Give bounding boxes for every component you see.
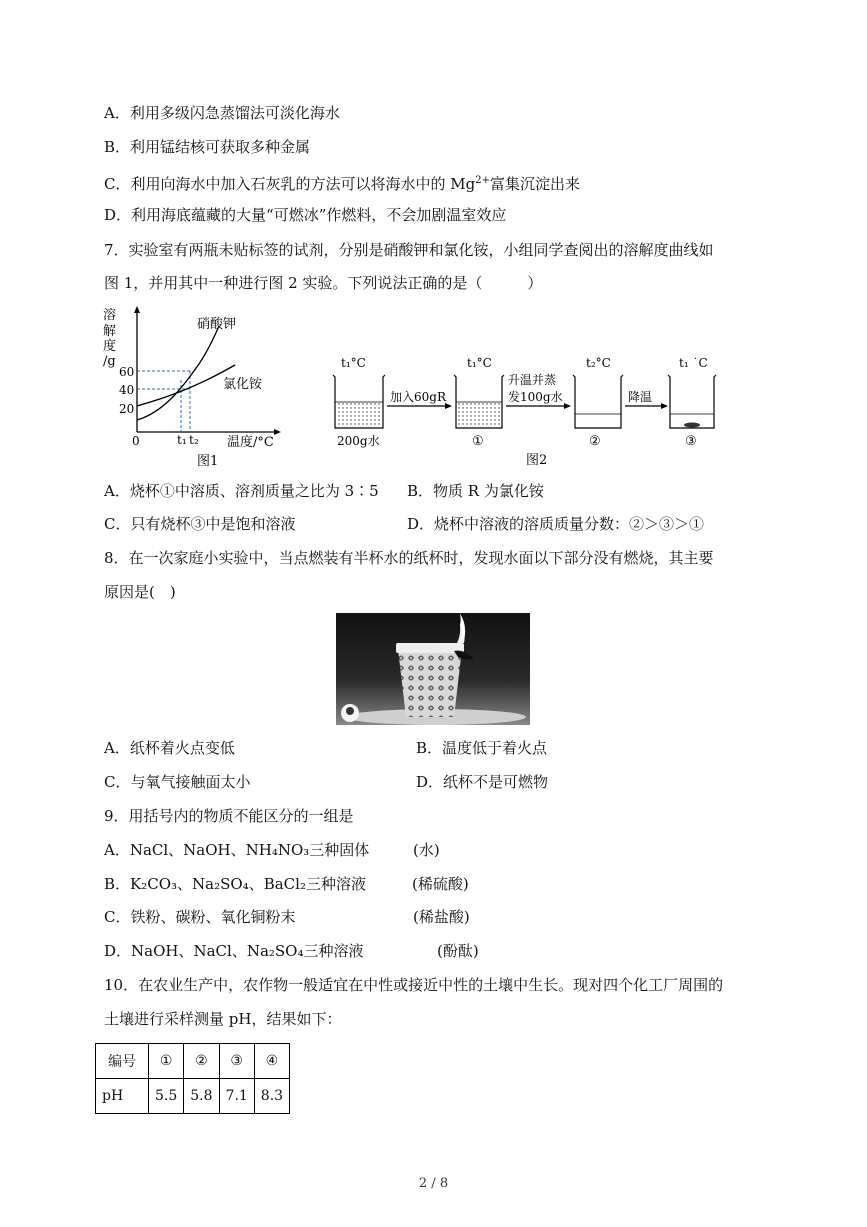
- fig1-xtick-t1: t₁: [177, 433, 187, 447]
- burning-paper-cup-illustration: [336, 613, 530, 725]
- fig1-ytick-20: 20: [119, 402, 135, 416]
- fig1-caption: 图1: [197, 454, 219, 469]
- q7-option-d: D．烧杯中溶液的溶质质量分数：②＞③＞①: [407, 515, 705, 533]
- q9-option-c-reagent: (稀盐酸): [413, 908, 470, 926]
- fig2-b2-temp: t₂°C: [586, 356, 611, 370]
- q8-stem-line2: 原因是( ): [104, 583, 176, 601]
- ph-table-header-cell: ④: [254, 1044, 289, 1079]
- fig1-origin: 0: [132, 434, 140, 448]
- fig2-beaker-0-liquid: [336, 402, 382, 427]
- figure-1-solubility-chart: [95, 302, 295, 472]
- fig2-beaker-3: [668, 375, 716, 428]
- fig2-arrow-2-line2: 发100g水: [508, 390, 563, 404]
- q8-option-d: D．纸杯不是可燃物: [416, 773, 549, 791]
- ph-table-cell: 7.1: [219, 1079, 254, 1114]
- fig1-ytick-40: 40: [119, 383, 135, 397]
- fig2-arrow-2-head: [564, 403, 571, 409]
- fig1-label-kno3: 硝酸钾: [197, 317, 237, 332]
- q6-option-c-post: 富集沉淀出来: [489, 175, 580, 193]
- fig1-xlabel: 温度/°C: [227, 435, 274, 450]
- fig1-xtick-t2: t₂: [189, 433, 199, 447]
- ph-table-header-cell: ③: [219, 1044, 254, 1079]
- q8-option-c: C．与氧气接触面太小: [104, 773, 251, 791]
- fig1-ylabel-4: /g: [103, 354, 116, 369]
- q8-stem-line1: 8．在一次家庭小实验中，当点燃装有半杯水的纸杯时，发现水面以下部分没有燃烧，其主要: [104, 549, 714, 567]
- fig1-label-nh4cl: 氯化铵: [223, 377, 263, 392]
- q10-stem-line1: 10．在农业生产中，农作物一般适宜在中性或接近中性的土壤中生长。现对四个化工厂周围的: [104, 976, 724, 994]
- ph-table-cell: 8.3: [254, 1079, 289, 1114]
- fig2-beaker-1-liquid: [457, 402, 501, 427]
- ph-table-header-cell: 编号: [96, 1044, 149, 1079]
- fig2-b1-label: ①: [472, 434, 484, 449]
- fig2-b3-label: ③: [685, 434, 697, 449]
- fig2-b0-temp: t₁°C: [341, 356, 366, 370]
- fig2-arrow-2-line1: 升温并蒸: [508, 373, 557, 387]
- q7-option-c: C．只有烧杯③中是饱和溶液: [104, 515, 296, 533]
- q7-stem-line2: 图 1，并用其中一种进行图 2 实验。下列说法正确的是（ ）: [104, 274, 543, 292]
- fig1-curve-kno3: [137, 326, 219, 420]
- q6-option-d: D．利用海底蕴藏的大量“可燃冰”作燃料，不会加剧温室效应: [104, 206, 507, 224]
- q9-option-b: B．K₂CO₃、Na₂SO₄、BaCl₂三种溶液: [104, 875, 366, 893]
- fig2-arrow-3-head: [661, 403, 668, 409]
- fig2-b2-label: ②: [589, 434, 601, 449]
- fig1-ylabel-1: 溶: [103, 308, 117, 323]
- fig2-b0-label: 200g水: [337, 434, 380, 448]
- q6-option-c-pre: C．利用向海水中加入石灰乳的方法可以将海水中的 Mg: [104, 175, 476, 193]
- ph-table-cell: pH: [96, 1079, 149, 1114]
- fig1-x-arrow: [274, 429, 281, 435]
- fig1-ytick-60: 60: [119, 365, 135, 379]
- ph-table-header-cell: ①: [149, 1044, 184, 1079]
- page-number: 2 / 8: [418, 1176, 449, 1191]
- q8-option-a: A．纸杯着火点变低: [104, 739, 235, 757]
- ph-table-header-cell: ②: [184, 1044, 219, 1079]
- ph-table-header-row: [96, 1044, 290, 1079]
- q9-option-b-reagent: (稀硫酸): [412, 875, 469, 893]
- fig2-arrow-1-head: [445, 403, 452, 409]
- fig1-ylabel-3: 度: [103, 339, 117, 354]
- fig2-arrow-3-label: 降温: [628, 390, 653, 404]
- fig1-ylabel-2: 解: [103, 324, 117, 339]
- q9-option-a-reagent: (水): [413, 841, 440, 859]
- ph-table-row: [96, 1079, 290, 1114]
- q6-option-a: A．利用多级闪急蒸馏法可淡化海水: [104, 104, 340, 122]
- q7-stem-line1: 7．实验室有两瓶未贴标签的试剂，分别是硝酸钾和氯化铵，小组同学查阅出的溶解度曲线如: [104, 241, 714, 259]
- q6-option-b: B．利用锰结核可获取多种金属: [104, 138, 311, 156]
- ph-table-cell: 5.8: [184, 1079, 219, 1114]
- figure-2-experiment: [325, 350, 725, 472]
- q7-option-b: B．物质 R 为氯化铵: [407, 482, 544, 500]
- fig2-b1-temp: t₁°C: [467, 356, 492, 370]
- fig2-caption: 图2: [526, 453, 548, 468]
- q6-option-c-sup: 2+: [475, 175, 490, 186]
- q9-option-d-reagent: (酚酞): [437, 942, 479, 960]
- fig1-y-arrow: [134, 306, 140, 313]
- ph-table-cell: 5.5: [149, 1079, 184, 1114]
- q9-option-c: C．铁粉、碳粉、氧化铜粉末: [104, 908, 296, 926]
- fig2-b3-temp: t₁ ˙C: [679, 356, 708, 370]
- burning-paper-cup-photo: [336, 613, 530, 725]
- q8-option-b: B．温度低于着火点: [416, 739, 548, 757]
- q9-option-d: D．NaOH、NaCl、Na₂SO₄三种溶液: [104, 942, 364, 960]
- fig2-beaker-2: [573, 375, 623, 428]
- q10-stem-line2: 土壤进行采样测量 pH，结果如下：: [104, 1010, 342, 1028]
- fig2-beaker-3-crystals: [684, 423, 700, 428]
- q7-option-a: A．烧杯①中溶质、溶剂质量之比为 3∶5: [104, 482, 379, 500]
- ph-table: [95, 1043, 290, 1114]
- q9-option-a: A．NaCl、NaOH、NH₄NO₃三种固体: [104, 841, 370, 859]
- fig1-curve-nh4cl: [137, 365, 235, 406]
- q9-stem: 9．用括号内的物质不能区分的一组是: [104, 807, 354, 825]
- fig2-arrow-1-label: 加入60gR: [390, 390, 446, 404]
- q6-option-c: [104, 171, 580, 194]
